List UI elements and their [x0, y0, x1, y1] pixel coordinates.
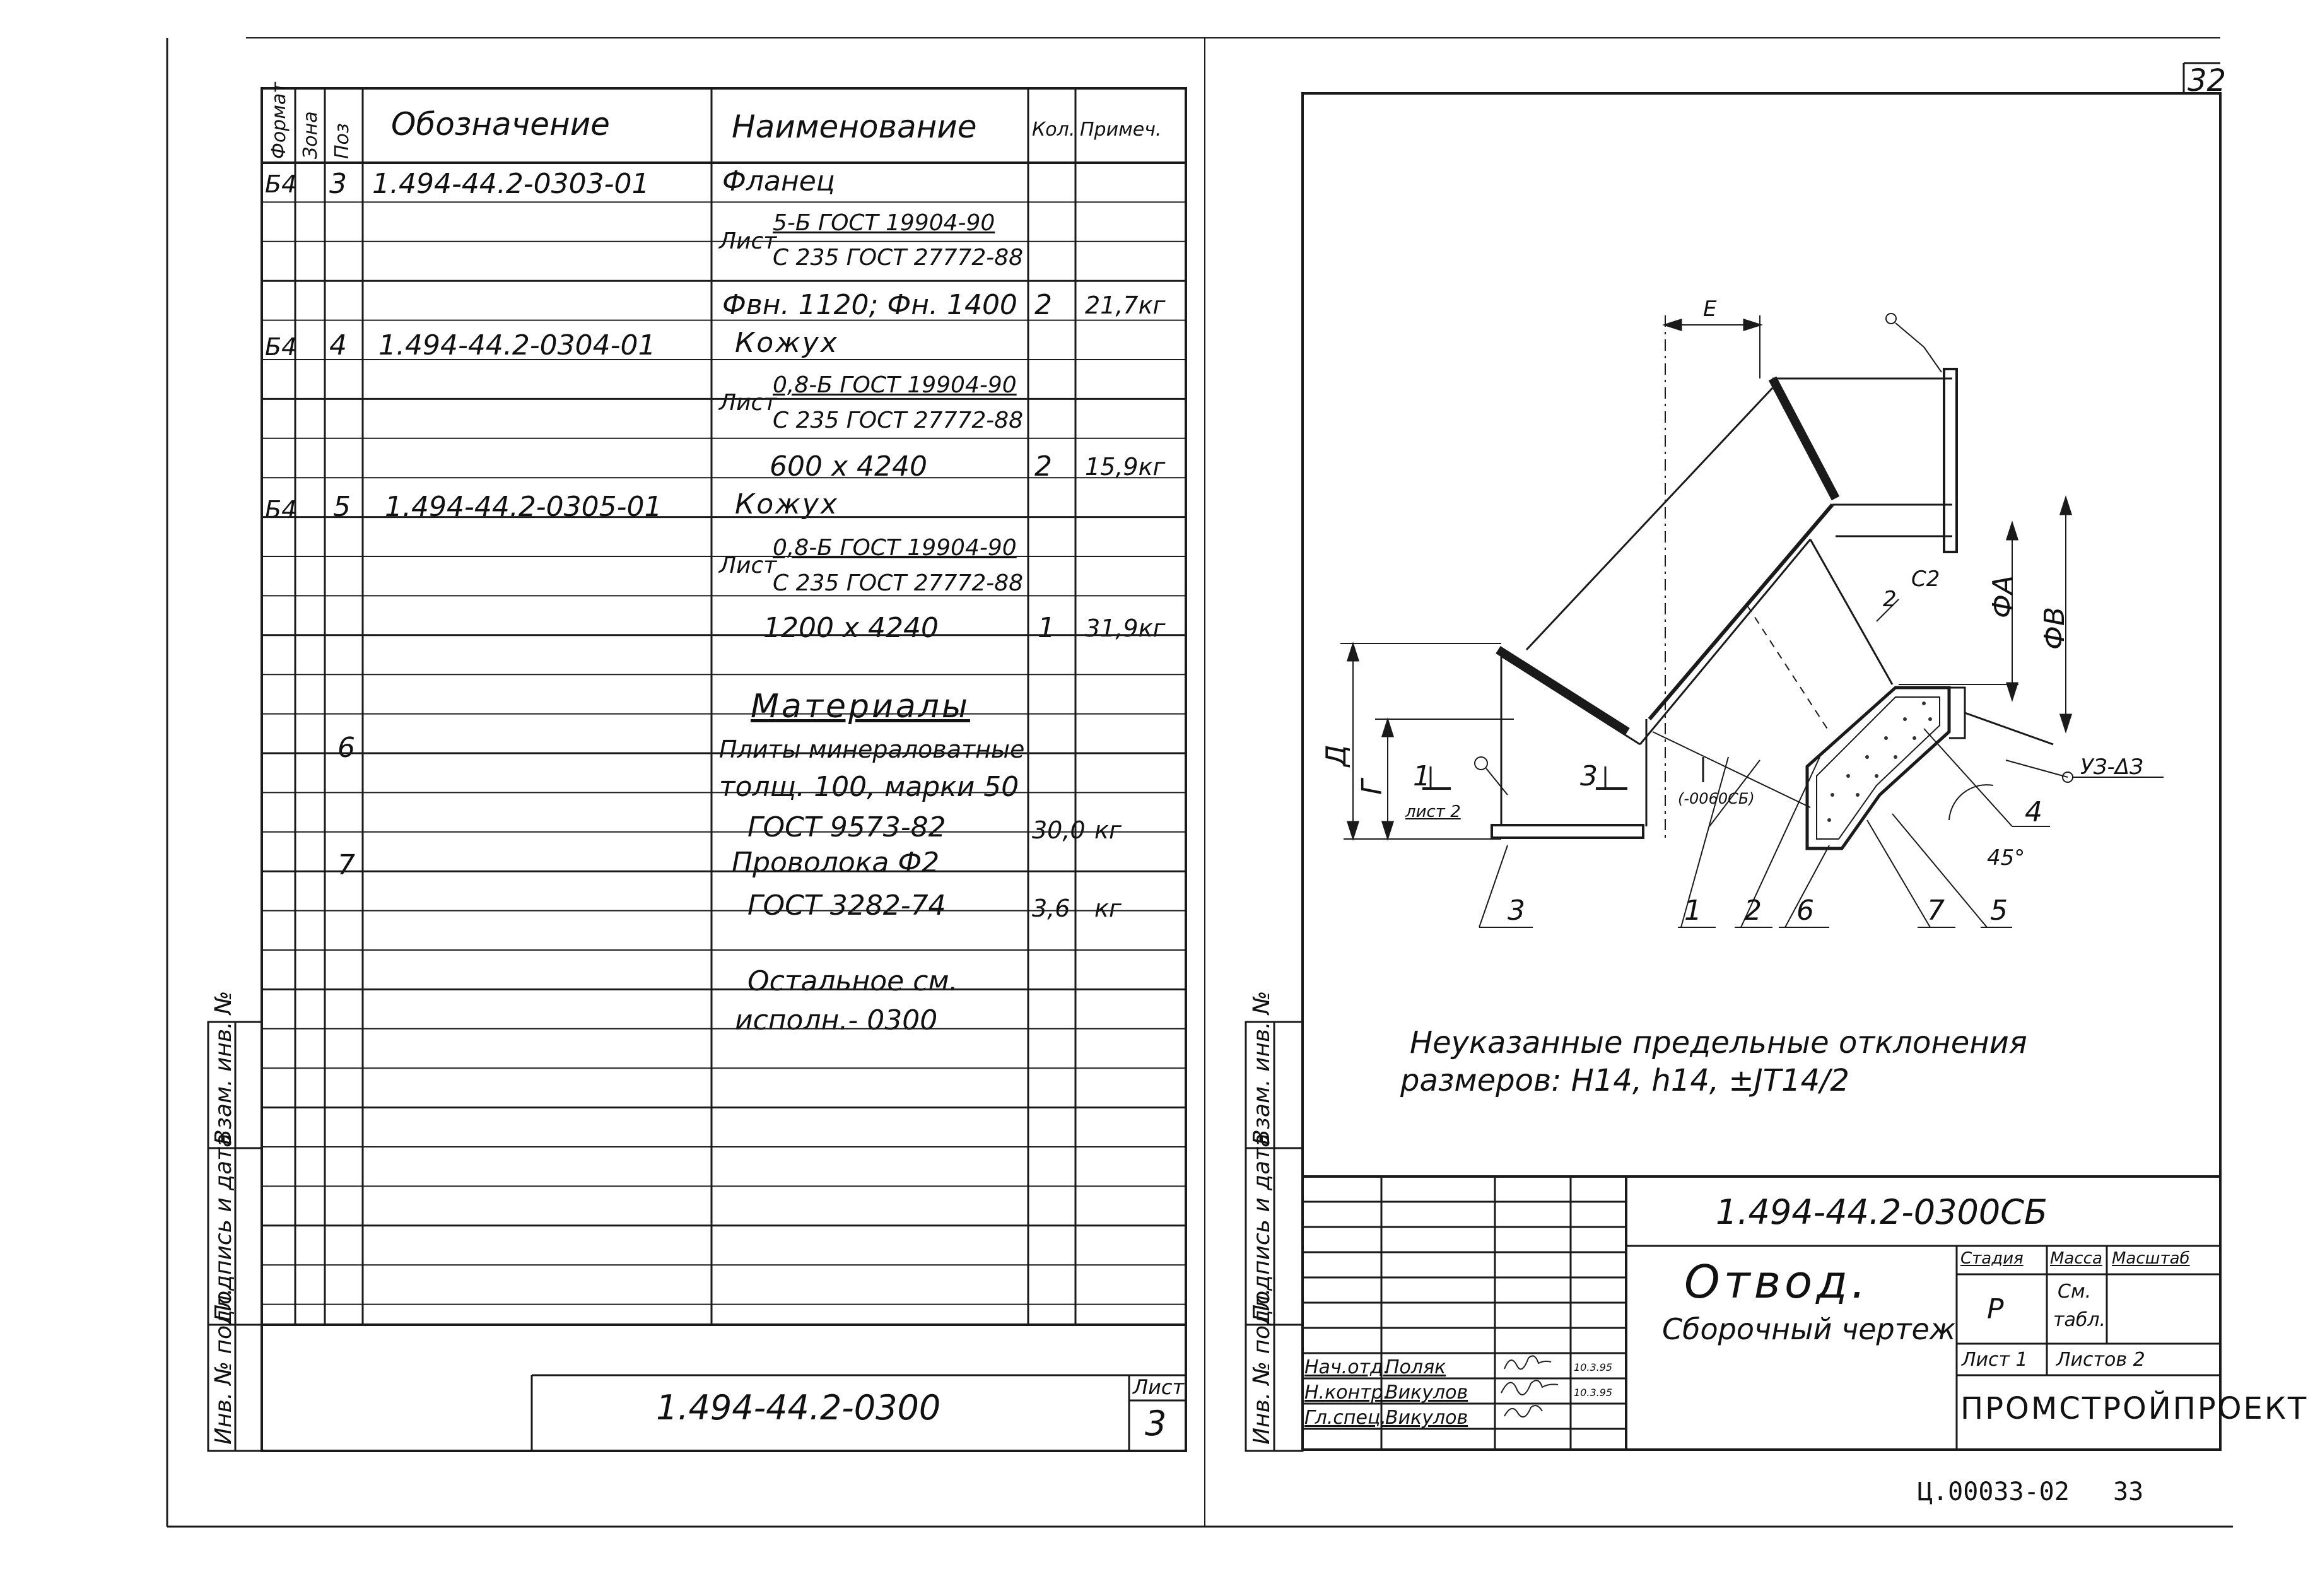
row-note: 15,9кг [1085, 453, 1166, 481]
mass-header: Масса [2050, 1249, 2102, 1268]
row-qty: 2 [1034, 450, 1052, 483]
row-pos: 3 [329, 168, 347, 200]
dim-fa: ФА [1987, 575, 2019, 618]
side-label-inv-podl: Инв. № подл. [211, 1288, 237, 1445]
header-pos: Поз [331, 123, 353, 159]
stamp-sheet-number: 3 [1145, 1404, 1167, 1443]
row-qty: 2 [1034, 289, 1052, 321]
leader-7: 7 [1927, 895, 1945, 927]
doc-code: 1.494-44.2-0300 [656, 1388, 941, 1428]
row-note: 21,7кг [1085, 291, 1166, 319]
row-name: Кожух [735, 488, 839, 520]
corner-number: 32 [2188, 63, 2227, 98]
dim-g: Г [1356, 779, 1388, 795]
sign-role: Н.контр. [1304, 1382, 1390, 1404]
row-sheet-bottom: С 235 ГОСТ 27772-88 [773, 408, 1024, 433]
sheet-count: Листов 2 [2056, 1349, 2145, 1371]
row-designation: 1.494-44.2-0305-01 [385, 491, 662, 523]
row-name: Фланец [722, 165, 835, 197]
header-zone: Зона [300, 111, 322, 159]
row-format: Б4 [265, 333, 297, 361]
row-pos: 4 [329, 329, 347, 361]
side-label-vzam-inv: Взам. инв. № [211, 990, 237, 1145]
side-label-podpis-data: Подпись и дата [211, 1133, 237, 1322]
row-note: кг [1094, 895, 1122, 922]
row-sheet-bottom: С 235 ГОСТ 27772-88 [773, 570, 1024, 596]
header-designation: Обозначение [391, 106, 610, 143]
sign-role: Нач.отд. [1304, 1356, 1390, 1378]
header-qty: Кол. [1032, 119, 1075, 141]
row-pos: 6 [337, 732, 355, 764]
scale-header: Масштаб [2112, 1249, 2190, 1268]
tolerance-note-line-2: размеров: Н14, h14, ±JT14/2 [1400, 1063, 1849, 1098]
row-name: исполн.- 0300 [735, 1004, 938, 1036]
section-mark-3: 3 [1580, 760, 1598, 792]
sign-date: 10.3.95 [1574, 1361, 1613, 1373]
leader-2-upper: 2 [1883, 587, 1897, 612]
sign-role: Гл.спец. [1304, 1407, 1386, 1429]
sign-name: Поляк [1385, 1356, 1446, 1378]
sign-date: 10.3.95 [1574, 1387, 1613, 1399]
label-c2: С2 [1911, 566, 1940, 592]
footer-page: 33 [2113, 1477, 2144, 1506]
mass-value-line-1: См. [2058, 1281, 2092, 1303]
sheet-number: Лист 1 [1962, 1349, 2028, 1371]
row-note: 31,9кг [1085, 614, 1166, 642]
row-name: Плиты минераловатные [719, 736, 1025, 763]
title-subtitle: Сборочный чертеж [1662, 1312, 1956, 1346]
row-format: Б4 [265, 170, 297, 198]
row-name: 1200 х 4240 [763, 612, 939, 644]
row-qty: 30,0 [1032, 816, 1086, 844]
leader-4: 4 [2025, 796, 2042, 828]
row-qty: 1 [1038, 612, 1055, 644]
row-name: Фвн. 1120; Фн. 1400 [722, 289, 1017, 321]
row-sheet-top: 5-Б ГОСТ 19904-90 [773, 210, 995, 236]
organization: ПРОМСТРОЙПРОЕКТ [1960, 1391, 2308, 1426]
row-name: толщ. 100, марки 50 [719, 771, 1019, 803]
row-name: 600 х 4240 [770, 450, 927, 483]
row-pos: 7 [337, 849, 355, 881]
leader-5: 5 [1990, 895, 2008, 927]
row-designation: 1.494-44.2-0303-01 [372, 168, 650, 200]
sign-name: Викулов [1385, 1407, 1468, 1429]
section-mark-1: 1 [1413, 760, 1431, 792]
row-sheet-top: 0,8-Б ГОСТ 19904-90 [773, 535, 1017, 561]
dim-e: Е [1703, 296, 1717, 322]
row-designation: 1.494-44.2-0304-01 [378, 329, 656, 361]
angle-label: 45° [1987, 845, 2025, 871]
leader-2: 2 [1744, 895, 1762, 927]
row-sheet-label: Лист [719, 228, 777, 254]
materials-header: Материалы [751, 688, 970, 725]
header-note: Примеч. [1080, 119, 1162, 141]
stage-header: Стадия [1960, 1249, 2024, 1268]
sign-name: Викулов [1385, 1382, 1468, 1404]
ref-sheet-2: лист 2 [1405, 802, 1461, 821]
row-pos: 5 [333, 491, 351, 523]
header-format: Формат [268, 82, 290, 159]
row-name: ГОСТ 9573-82 [747, 811, 946, 843]
leader-1: 1 [1684, 895, 1702, 927]
stage-value: Р [1987, 1293, 2004, 1325]
row-sheet-label: Лист [719, 553, 777, 578]
side-label-podpis-data: Подпись и дата [1249, 1133, 1275, 1322]
header-name: Наименование [732, 109, 977, 145]
dim-fb: ФВ [2039, 606, 2071, 650]
leader-6: 6 [1796, 895, 1814, 927]
title-name: Отвод. [1684, 1255, 1870, 1308]
ref-section: (-0060СБ) [1678, 790, 1755, 807]
row-name: Остальное см. [747, 965, 958, 997]
row-sheet-top: 0,8-Б ГОСТ 19904-90 [773, 372, 1017, 398]
row-name: ГОСТ 3282-74 [747, 889, 946, 922]
weld-label: УЗ-ΔЗ [2080, 754, 2143, 780]
row-name: Проволока Ф2 [732, 847, 940, 879]
row-name: Кожух [735, 327, 839, 359]
title-code: 1.494-44.2-0300СБ [1716, 1192, 2047, 1232]
side-label-vzam-inv: Взам. инв. № [1249, 990, 1275, 1145]
row-sheet-label: Лист [719, 390, 777, 416]
dim-d: Д [1320, 744, 1352, 766]
stamp-sheet-label: Лист [1133, 1375, 1185, 1399]
row-format: Б4 [265, 496, 297, 524]
tolerance-note-line-1: Неуказанные предельные отклонения [1410, 1025, 2027, 1060]
row-qty: 3,6 [1032, 895, 1070, 922]
leader-3: 3 [1508, 895, 1525, 927]
mass-value-line-2: табл. [2053, 1309, 2106, 1331]
side-label-inv-podl: Инв. № подл. [1249, 1288, 1275, 1445]
row-note: кг [1094, 816, 1122, 844]
row-sheet-bottom: С 235 ГОСТ 27772-88 [773, 245, 1024, 271]
footer-code: Ц.00033-02 [1918, 1477, 2070, 1506]
